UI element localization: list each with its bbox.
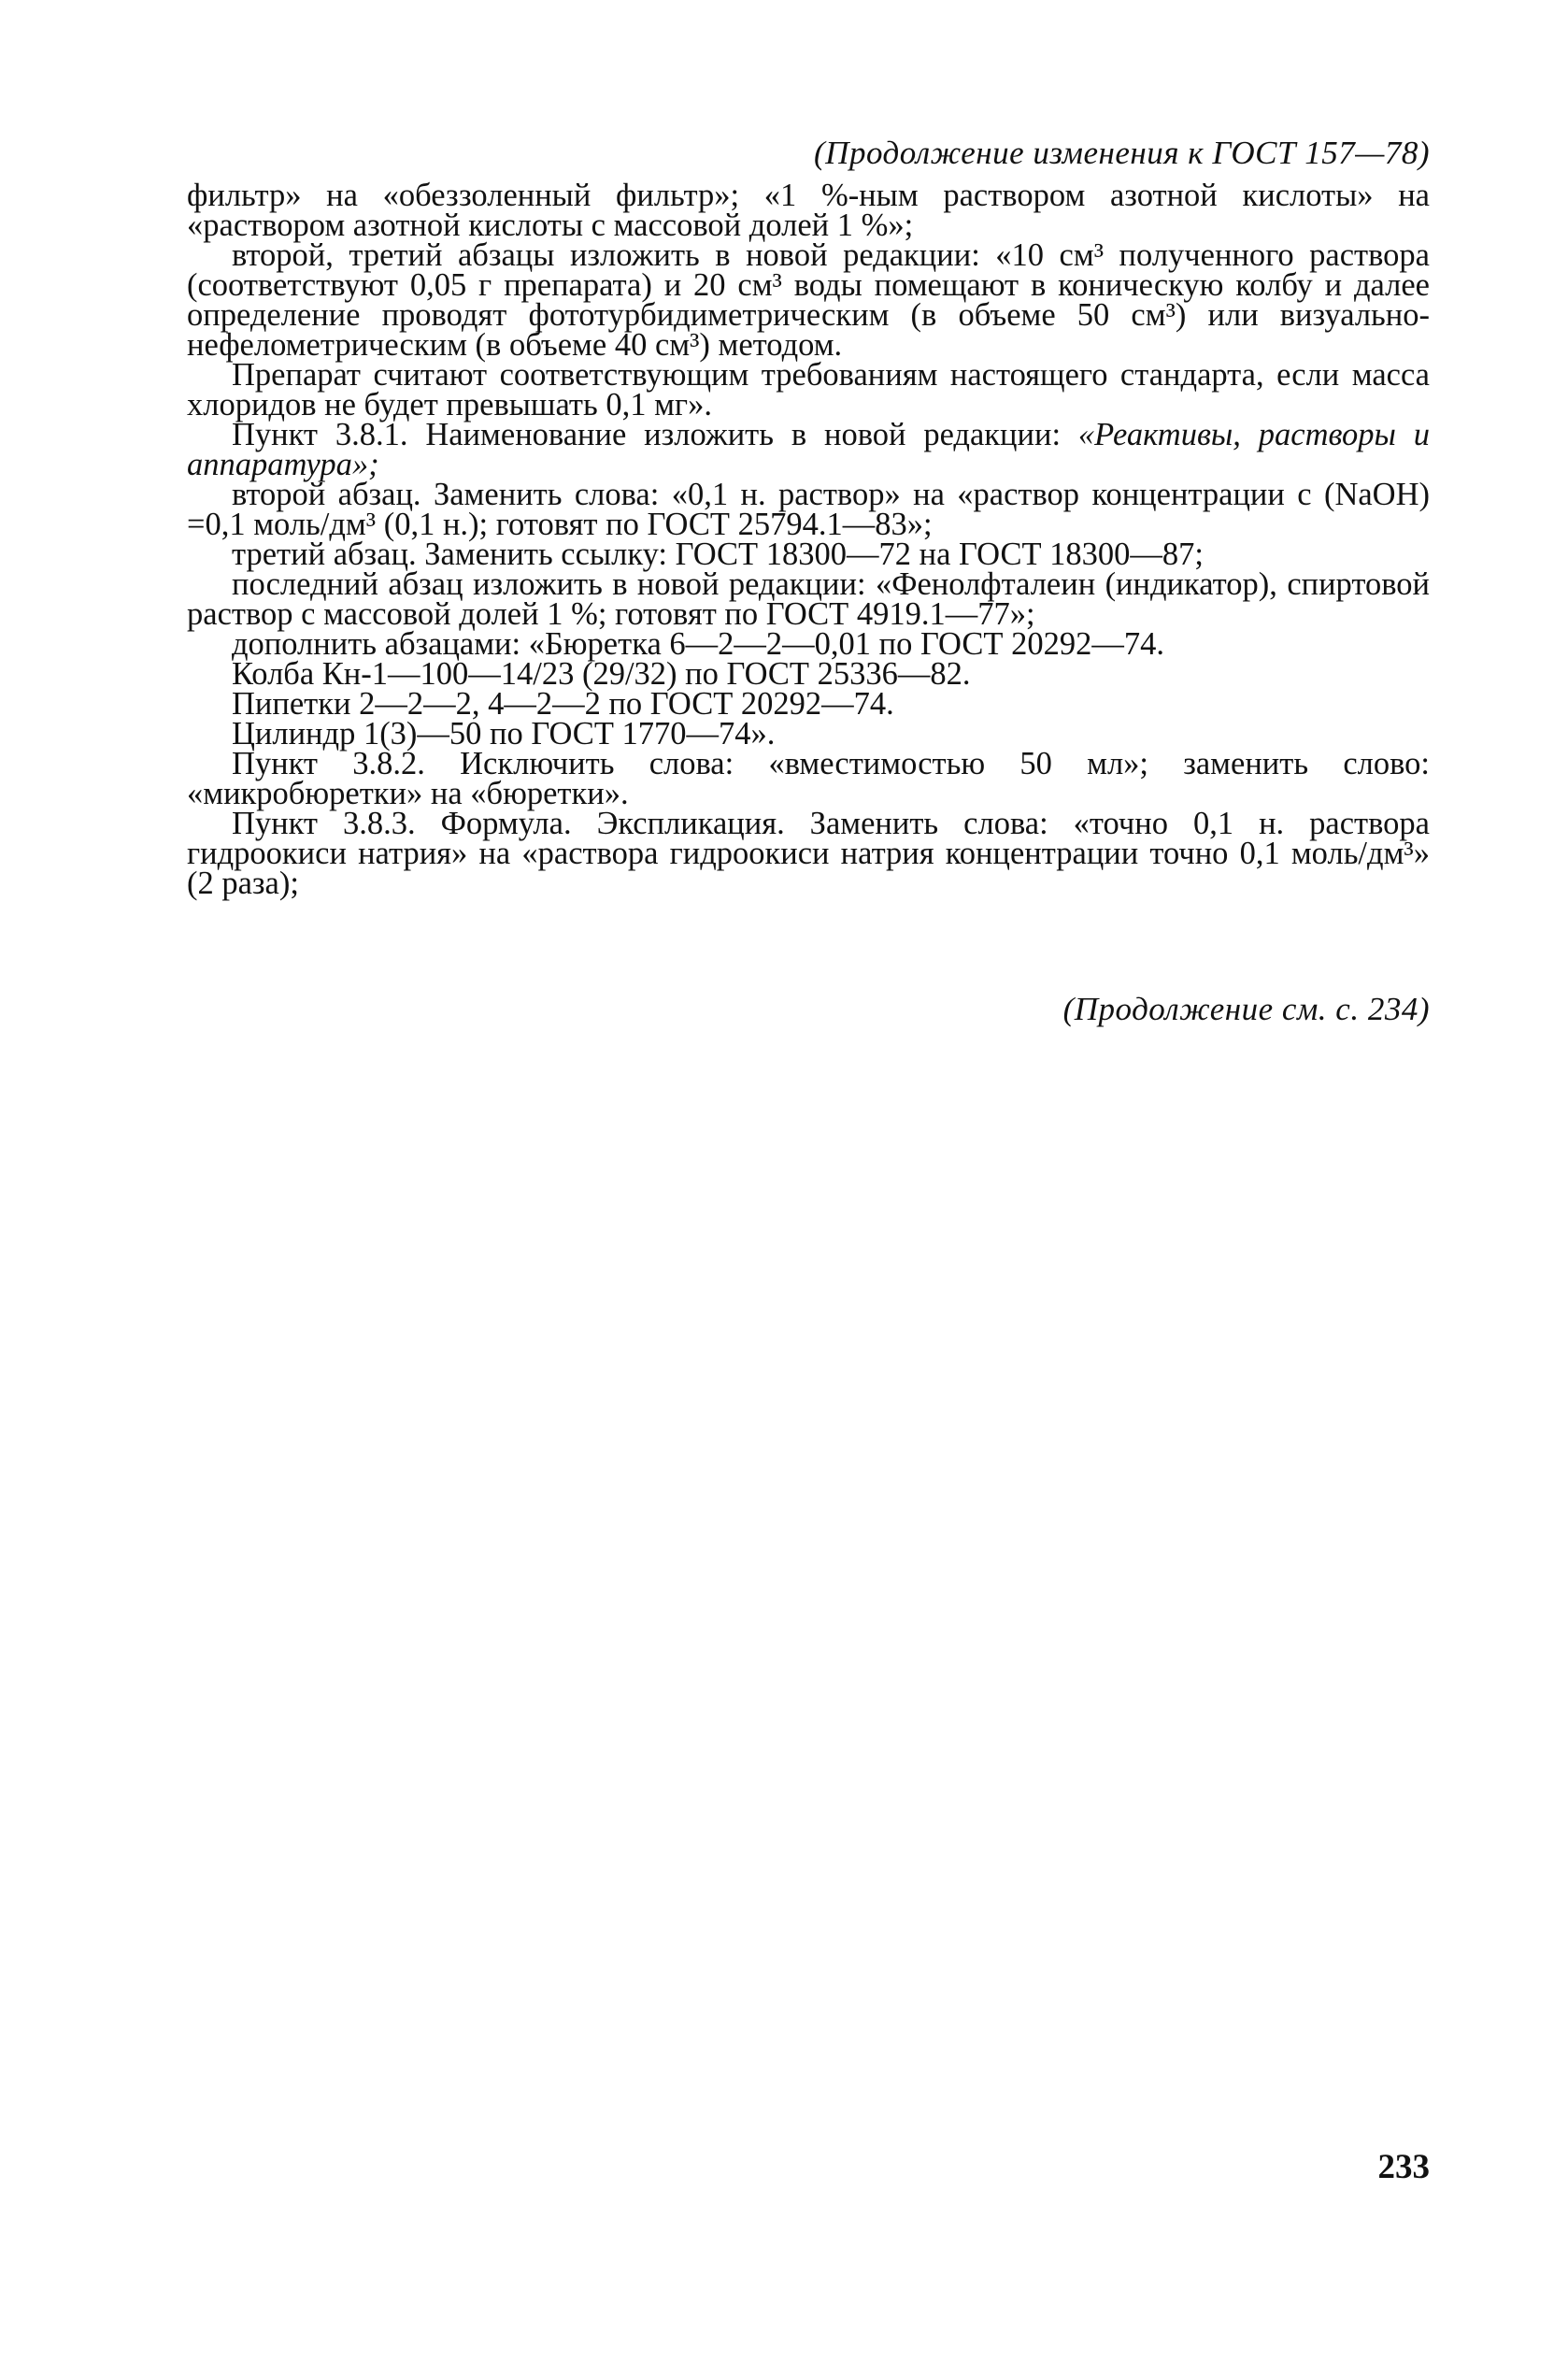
paragraph-add-abzats: дополнить абзацами: «Бюретка 6—2—2—0,01 по ГОСТ 20292—74. xyxy=(232,626,1164,662)
paragraph-punkt-3-8-1 xyxy=(187,417,1430,482)
paragraph-second-third-abzats: второй, третий абзацы изложить в новой редакции: «10 см³ полученного раствора (соответствуют 0,05 г препарата) и 20 см³ воды помещают в коническую колбу и далее определение проводят фототурбидиметрическим (в объеме 50 см³) или визуально-нефелометрическим (в объеме 40 см³) методом. xyxy=(187,237,1430,363)
continuation-header: (Продолжение изменения к ГОСТ 157—78) xyxy=(814,135,1430,171)
paragraph-punkt-3-8-2: Пункт 3.8.2. Исключить слова: «вместимостью 50 мл»; заменить слово: «микробюретки» на «бюретки». xyxy=(187,746,1430,811)
paragraph-third-abzats: третий абзац. Заменить ссылку: ГОСТ 18300—72 на ГОСТ 18300—87; xyxy=(232,537,1204,572)
punkt-3-8-1-italic-title: «Реактивы, растворы и аппаратура»; xyxy=(187,417,1430,482)
paragraph-chloride-limit: Препарат считают соответствующим требованиям настоящего стандарта, если масса хлоридов не будет превышать 0,1 мг». xyxy=(187,357,1430,422)
punkt-3-8-1-text: Пункт 3.8.1. Наименование изложить в новой редакции: xyxy=(232,417,1078,452)
continuation-footer: (Продолжение см. с. 234) xyxy=(1062,991,1430,1027)
paragraph-filter-replacement: фильтр» на «обеззоленный фильтр»; «1 %-ным раствором азотной кислоты» на «раствором азотной кислоты с массовой долей 1 %»; xyxy=(187,178,1430,243)
paragraph-cilindr: Цилиндр 1(3)—50 по ГОСТ 1770—74». xyxy=(232,716,776,752)
document-body xyxy=(187,178,1430,901)
paragraph-punkt-3-8-3: Пункт 3.8.3. Формула. Экспликация. Заменить слова: «точно 0,1 н. раствора гидроокиси натрия» на «раствора гидроокиси натрия концентрации точно 0,1 моль/дм³» (2 раза); xyxy=(187,806,1430,901)
paragraph-kolba: Колба Кн-1—100—14/23 (29/32) по ГОСТ 25336—82. xyxy=(232,656,971,692)
paragraph-pipetki: Пипетки 2—2—2, 4—2—2 по ГОСТ 20292—74. xyxy=(232,686,894,722)
page-number: 233 xyxy=(1377,2148,1430,2186)
paragraph-second-abzats: второй абзац. Заменить слова: «0,1 н. раствор» на «раствор концентрации c (NaOH) =0,1 моль/дм³ (0,1 н.); готовят по ГОСТ 25794.1—83»; xyxy=(187,477,1430,542)
paragraph-last-abzats: последний абзац изложить в новой редакции: «Фенолфталеин (индикатор), спиртовой раствор с массовой долей 1 %; готовят по ГОСТ 4919.1—77»; xyxy=(187,566,1430,632)
